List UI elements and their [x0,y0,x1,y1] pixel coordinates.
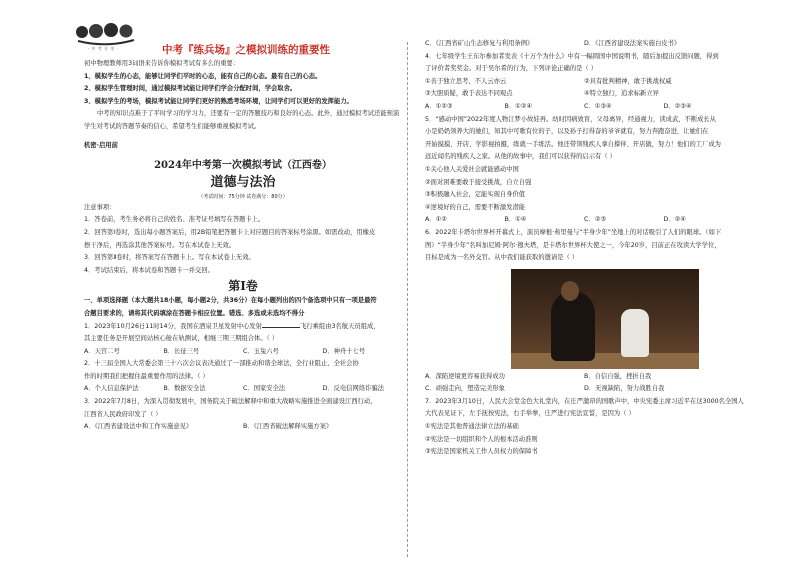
question-4-choices-row-1 [425,76,743,89]
option: C．顽强走向，塑造完美形象 [425,385,505,393]
exam-title: 2024年中考第一次模拟考试（江西卷） [154,160,332,172]
option: D．神舟十七号 [322,347,366,355]
question-4-line-2: 了评价者奖奖金。对于吴尔希的行为，下列评论正确的是（ ） [425,65,598,73]
option: D．《江西省建设法案实施白皮书》 [584,40,681,47]
question-1-line-1: 1．2023年10月26日11时14分，我国在酒泉卫星发射中心发射 飞行乘组由3名航天员组成， [84,322,380,330]
photo-actor-head [561,281,579,301]
question-7-choice-1: ①宪法是其他普通法律立法的基础 [425,423,519,431]
question-5-options [425,214,743,227]
choice: ①善于独立思考，不人云亦云 [425,77,507,85]
option: B．数据安全法 [163,385,206,393]
question-5-choice-4: ④逆境好的自己，需要不断激发潜能 [425,203,526,211]
question-5-choice-1: ①关心他人关爱社会就能感动中国 [425,165,519,173]
question-4-line-1: 4．七年级学生王东尔参加者发表《十万个为什么》中有一幅圆国中国说明书，随后加提出反馈问题，得到 [425,52,719,60]
question-6-options-row-2 [425,383,743,396]
section-instruction-2: 合题目要求的，请将其代码填涂在答题卡相应位置。错选、多选或未选均不得分 [84,309,305,317]
question-5-line-1: 5．“感动中国”2022年度人物江梦小故娃再。幼时因病致盲，父母离异，经通视力，读成武，不断成长从 [425,115,717,123]
question-7-line-2: 大代表见证下，左手抚按宪法，右手举拳，庄严进行宪法宣誓，是因为（ ） [425,410,635,418]
question-1-options [84,346,402,359]
option: C．国家安全法 [243,385,286,393]
choice: ②具有批判精神，敢于挑战权威 [584,77,672,85]
question-7-choice-2: ②宪法是一切组织和个人的根本活动准则 [425,435,538,443]
option: B．长征三号 [163,347,200,355]
volume-heading: 第Ⅰ卷 [228,279,258,294]
question-5-line-4: 远近闻名的残疾人之家。从他的故事中，我们可以获得的启示有（ ） [425,153,616,161]
option: B．①②④ [504,102,533,110]
notes-heading: 注意事项： [84,203,116,211]
intro-point-3: 3、模拟学生的考场，模拟考试能让同学们更好的熟悉考场环境，让同学们可以更好的发挥能力。 [84,97,353,105]
option: D．无视缺陷，努力战胜自我 [584,385,665,393]
option: C．①③④ [584,102,612,110]
question-6-line-2: 图）“半身少年”名叫加尼姆·阿尔·穆夫塔，是卡塔尔世界杯大使之一，今年20岁，目前正在攻读大学学位， [425,241,721,249]
intro-point-2: 2、模拟学生管理时间，通过模拟考试能让同学们学会分配时间，学会取舍。 [84,85,297,93]
column-divider [407,42,408,557]
question-5-choice-3: ③积极融入社会，定能实现自身价值 [425,191,526,199]
notes-item-3: 擦干净后，再选涂其他答案标号。写在本试卷上无效。 [84,241,236,249]
question-2-options [84,383,402,396]
option: A．天宫二号 [84,347,120,355]
intro-lead: 初中物理教师用3词语来告诉你模拟考试有多么的重要： [84,60,240,67]
option: A．①② [425,216,447,224]
choice: ③大胆质疑，敢于表达不同观点 [425,90,513,98]
intro-para-line-1: 中考的知识点难于了平时学习的学习力，还要有一定的答题技巧和良好的心态。此外，通过模拟考试还能预演 [97,110,400,118]
question-5-choice-2: ②面对困难要敢于接受挑战，自立自强 [425,178,532,186]
option: D．反电信网络诈骗法 [322,385,385,393]
question-6-line-1: 6．2022年卡塔尔世界杯开幕式上，演员摩根·弗里曼与“半身少年”坐地上的对话吸引了人们的眼球。（如下 [425,228,722,236]
answer-blank [262,321,300,328]
question-3-line-1: 3．2022年7月8日，为深入贯彻发展中，国务院关于破法解释中和重大战略实施推进全面建设江西行动， [84,398,377,406]
option: B．自信自强，挫折自我 [584,372,652,380]
option: A．①②③ [425,102,453,110]
question-7-line-1: 7．2023年3月10日，人民大会堂金色大礼堂内，在庄严激昂的国歌声中，中央宪委主席习近平在这3000名全国人 [425,397,744,405]
photo-actor-figure [551,291,595,361]
question-2-line-2: 作的时期我们把握住最重要作用的法律。（ ） [84,372,209,380]
option: A．深陷逆境更容易获得成功 [425,372,505,380]
option: D．②④ [663,216,686,224]
exam-meta: （考试时间：75分钟 试卷满分：80分） [198,193,288,200]
notes-item-4: 3．回答第Ⅱ卷时，将答案写在答题卡上。写在本试卷上无效。 [84,254,255,262]
question-4-choices-row-2 [425,88,743,101]
question-3-options-cont [425,38,743,51]
option: C．玉兔六号 [243,347,279,355]
photo-puppet-figure [621,309,649,357]
intro-point-1: 1、模拟学生的心态，能够让同学们平时的心态，能有自己的心态。最有自己的心态。 [84,72,322,80]
question-3-line-2: 江西省人民政府印发了（ ） [84,410,162,418]
right-column [425,38,743,459]
subject-title: 道德与法治 [210,174,276,190]
question-1-line-2: 其主要任务是开展空间站核心舱在轨测试，相继三期三期组合体。（ ） [84,335,279,343]
intro-para-line-2: 学生对考试的答题节奏的信心，希望考生们能够重视模拟考试。 [84,122,261,130]
question-5-line-3: 开始摸摸、开店、学影视拍摄，练就一手练活。他还带领残疾人拿自撑伴、开店做，努力！他们的工厂成为 [425,140,721,148]
option: C．②③ [584,216,606,224]
brand-logo-subtitle: · 中 考 专 用 · [88,46,119,51]
question-5-line-2: 小是奶奶领养大的她们，知其中可歌有位的子，以及孙子打得奋的爷爷就有，努力奔跑奋进，让她们在 [425,128,709,136]
left-column [84,58,402,434]
photo-stage-floor [511,353,699,369]
banner-title: 中考『练兵场』之模拟训练的重要性 [162,44,330,56]
brand-logo [74,18,138,48]
choice: ④特立独行，追求标新立异 [584,90,659,98]
question-6-options-row-1 [425,371,743,384]
question-6-photo [511,269,699,369]
option: B．①④ [504,216,527,224]
option: B．《江西省破法解释实施方案》 [243,423,333,431]
secret-label: 机密·启用前 [84,141,118,149]
option: A．《江西省建设法中和工作实施意见》 [84,423,193,431]
question-6-line-3: 目标是成为一名外交官。从中我们能获取的邀请是（ ） [425,254,579,262]
notes-item-2: 2．回答第Ⅰ卷时，选出每小题答案后，用2B铅笔把答题卡上对应题目的答案标号涂黑。如需改动，用橡皮 [84,228,376,236]
option: A．个人信息保护法 [84,385,139,393]
option: C．《江西省矿山生态修复与利用条例》 [425,40,534,47]
section-instruction-1: 一、单项选择题（本大题共18小题，每小题2分，共36分）在每小题列出的四个备选项中只有一项是最符 [84,297,377,305]
option: D．②③④ [663,102,692,110]
notes-item-5: 4．考试结束后，将本试卷和答题卡一并交回。 [84,266,214,274]
question-3-options [84,421,402,434]
question-4-options [425,101,743,114]
notes-item-1: 1．答卷前，考生务必将自己的姓名、准考证号填写在答题卡上。 [84,216,265,224]
question-2-line-1: 2．十三届全国人大常委会第三十六次会议表决通过了一部推动和谐全球法，全行业阻止，全社会协 [84,360,359,368]
question-7-choice-3: ③宪法是国家机关工作人员权力的保障书 [425,448,538,456]
